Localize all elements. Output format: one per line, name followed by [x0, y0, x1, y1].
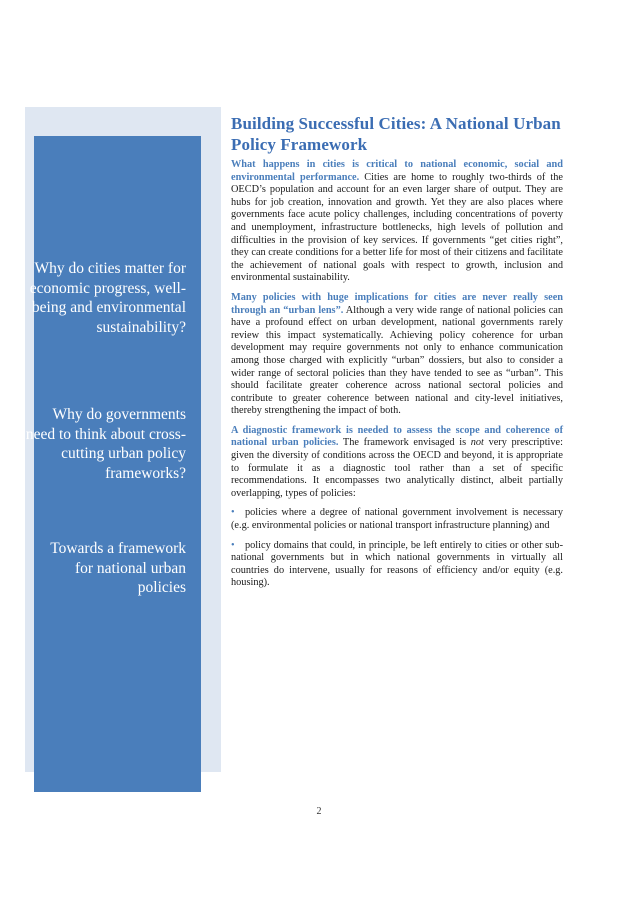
sidebar-question-2: Why do governments need to think about cross-cutting urban policy frameworks? — [25, 406, 186, 482]
sidebar — [25, 136, 201, 792]
main-content — [231, 113, 563, 597]
paragraph-3-lead: A diagnostic framework is needed to assess the scope and coherence of national urban policies. — [231, 424, 563, 449]
page-number: 2 — [316, 806, 322, 817]
bullet-icon: • — [231, 507, 235, 519]
paragraph-2 — [231, 292, 563, 418]
paragraph-3 — [231, 425, 563, 501]
paragraph-1 — [231, 159, 563, 285]
paragraph-3-body-b: very prescriptive: given the diversity of conditions across the OECD and beyond, it is appropriate to formulate it as a diagnostic tool rather than a set of specific recommendations. It encompasses two analytically distinct, albeit partially overlapping, types of policies: — [231, 437, 563, 499]
paragraph-1-body: Cities are home to roughly two-thirds of the OECD’s population and account for an even larger share of output. They are hubs for job creation, innovation and growth. Yet they are also places where governments face acute policy challenges, including concentrations of poverty and unemployment, infrastructure bottlenecks, high levels of pollution and difficulties in the provision of key services. If governments “get cities right”, they can create conditions for a better life for most of their citizens and facilitate the achievement of national goals with respect to growth, inclusion and environmental sustainability. — [231, 171, 563, 284]
paragraph-1-lead: What happens in cities is critical to national economic, social and environmental performance. — [231, 159, 563, 183]
bullet-item-2 — [231, 540, 563, 590]
sidebar-question-3: Towards a framework for national urban policies — [50, 540, 186, 596]
bullet-item-1-text: policies where a degree of national government involvement is necessary (e.g. environmental policies or national transport infrastructure planning) and — [231, 507, 563, 532]
page-title: Building Successful Cities: A National Urban Policy Framework — [231, 114, 561, 154]
bullet-item-2-text: policy domains that could, in principle, be left entirely to cities or other sub-national governments but in which national governments in virtually all countries do intervene, usually for reasons of efficiency and/or equity (e.g. housing). — [231, 539, 563, 589]
bullet-item-1 — [231, 507, 563, 532]
paragraph-2-lead: Many policies with huge implications for cities are never really seen through an “urban lens”. — [231, 291, 563, 316]
sidebar-question-1: Why do cities matter for economic progress, well-being and environmental sustainability? — [29, 260, 186, 336]
paragraph-2-body: Although a very wide range of national policies can have a profound effect on urban development, national governments rarely review this impact systematically. Achieving policy coherence for urban development may require governments not only to enhance communication among those charged with explicitly “urban” dossiers, but also to consider a wider range of sectoral policies than they have tended to see as “urban”. This should facilitate greater coherence across national sectoral policies and contribute to greater coherence between national and city-level initiatives, thereby strengthening the impact of both. — [231, 304, 564, 417]
bullet-icon: • — [231, 539, 235, 551]
paragraph-3-body-a: The framework envisaged is — [338, 437, 471, 449]
paragraph-3-emphasis: not — [470, 437, 484, 449]
